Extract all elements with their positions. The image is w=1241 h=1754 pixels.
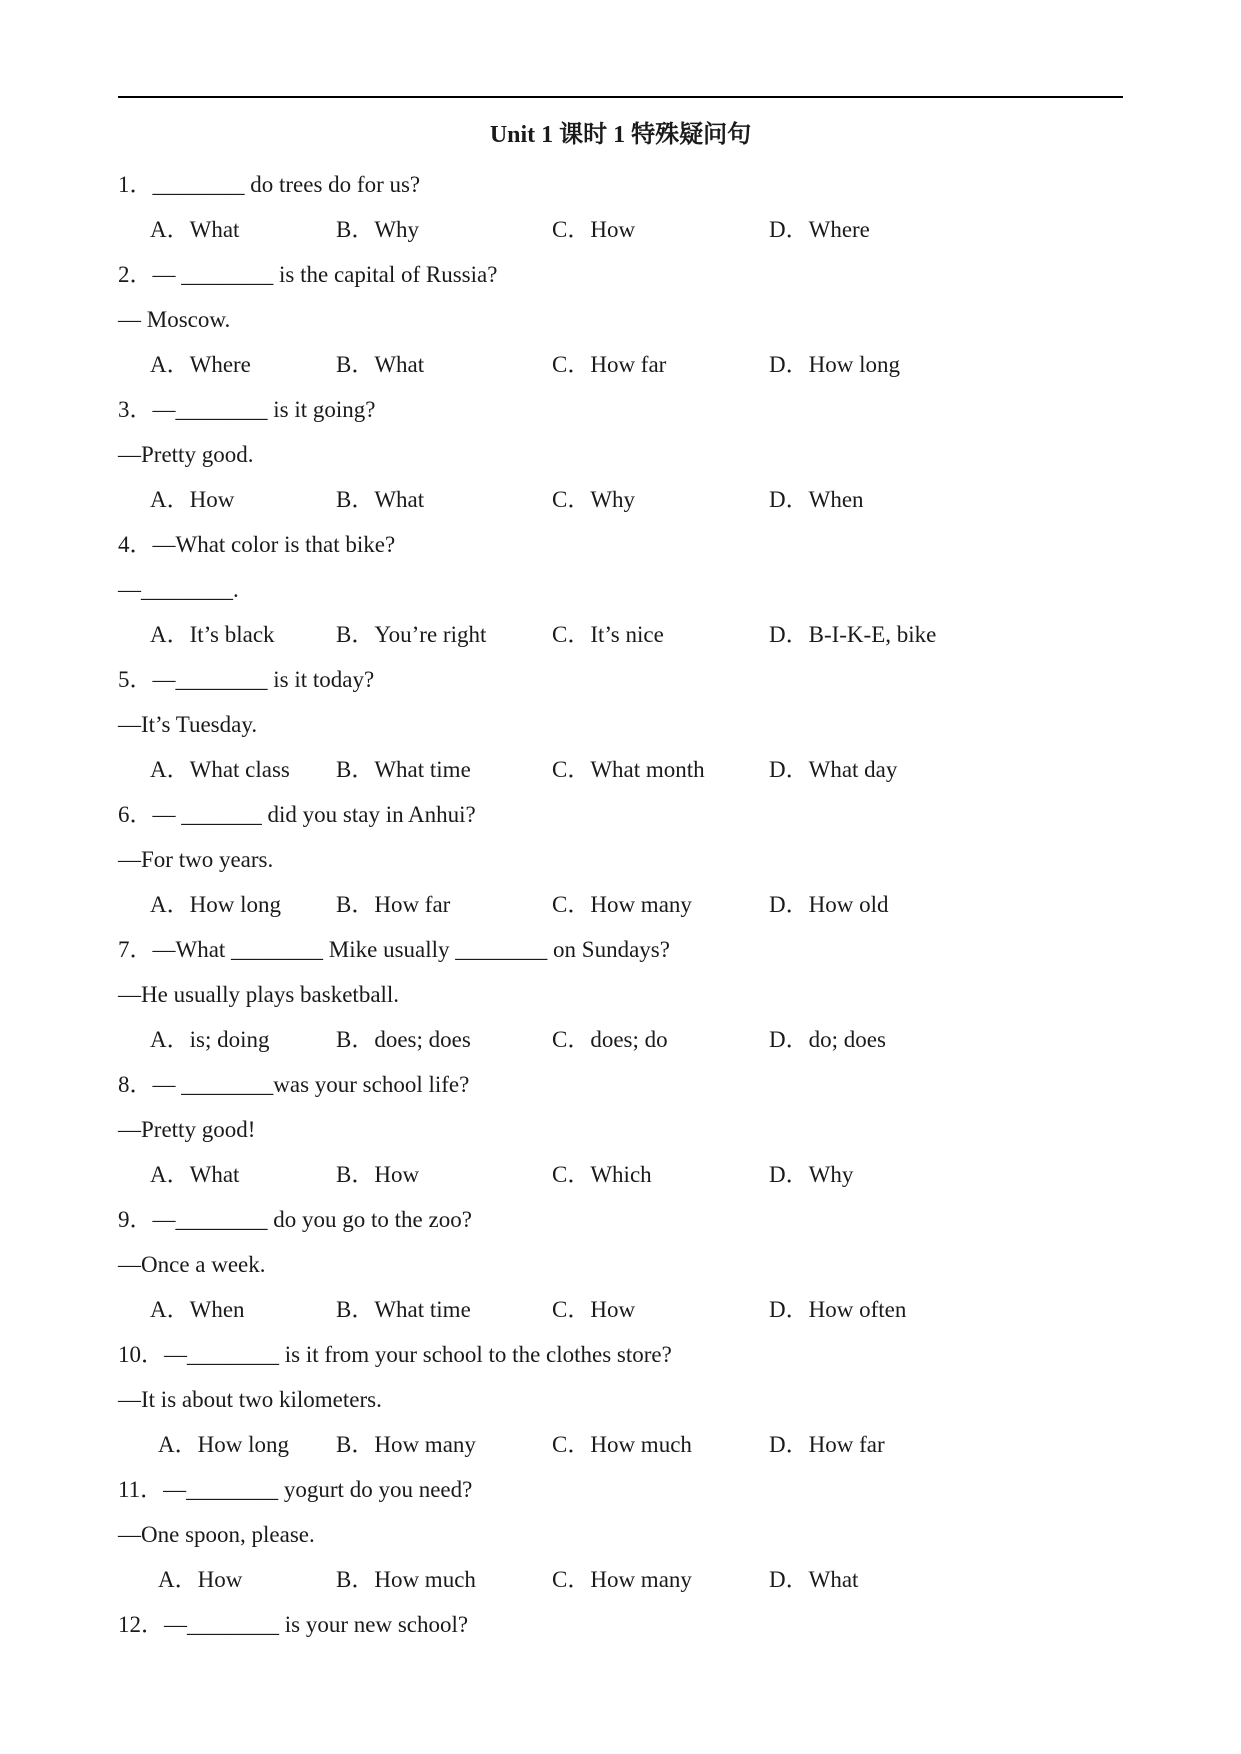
question-3-answer-line: —Pretty good. xyxy=(118,442,254,467)
option-b: B．How many xyxy=(336,1432,476,1457)
option-a: A．What xyxy=(150,1162,240,1187)
question-12-stem: 12．—________ is your new school? xyxy=(118,1612,469,1637)
question-2-options xyxy=(118,342,1123,387)
question-9-options xyxy=(118,1287,1123,1332)
question-10-options xyxy=(118,1422,1123,1467)
question-list xyxy=(118,162,1123,1647)
question-10-answer-line: —It is about two kilometers. xyxy=(118,1387,382,1412)
option-b: B．How xyxy=(336,1162,420,1187)
option-c: C．What month xyxy=(552,757,705,782)
option-d: D．When xyxy=(769,487,864,512)
option-c: C．It’s nice xyxy=(552,622,664,647)
question-3-stem: 3．—________ is it going? xyxy=(118,397,376,422)
header-rule xyxy=(118,96,1123,98)
question-8-stem: 8．— ________was your school life? xyxy=(118,1072,470,1097)
option-c: C．does; do xyxy=(552,1027,668,1052)
option-b: B．What xyxy=(336,352,425,377)
option-d: D．Where xyxy=(769,217,870,242)
question-9-answer-line: —Once a week. xyxy=(118,1252,266,1277)
question-1-stem: 1．________ do trees do for us? xyxy=(118,172,421,197)
option-b: B．What xyxy=(336,487,425,512)
option-d: D．How old xyxy=(769,892,889,917)
option-b: B．How much xyxy=(336,1567,476,1592)
question-8-options xyxy=(118,1152,1123,1197)
question-7-stem: 7．—What ________ Mike usually ________ on Sundays? xyxy=(118,937,670,962)
page-title: Unit 1 课时 1 特殊疑问句 xyxy=(489,122,752,148)
option-c: C．Which xyxy=(552,1162,652,1187)
option-c: C．How much xyxy=(552,1432,692,1457)
option-d: D．How far xyxy=(769,1432,885,1457)
question-2-answer-line: — Moscow. xyxy=(118,307,231,332)
question-4-answer-line: —________. xyxy=(118,577,239,602)
question-4-stem: 4．—What color is that bike? xyxy=(118,532,396,557)
option-a: A．It’s black xyxy=(150,622,275,647)
question-11-stem: 11．—________ yogurt do you need? xyxy=(118,1477,473,1502)
question-5-stem: 5．—________ is it today? xyxy=(118,667,375,692)
question-11-options xyxy=(118,1557,1123,1602)
option-a: A．How long xyxy=(158,1432,289,1457)
option-b: B．How far xyxy=(336,892,451,917)
option-b: B．does; does xyxy=(336,1027,471,1052)
option-a: A．How xyxy=(150,487,235,512)
option-d: D．How often xyxy=(769,1297,907,1322)
option-c: C．Why xyxy=(552,487,636,512)
option-d: D．Why xyxy=(769,1162,854,1187)
option-d: D．What xyxy=(769,1567,859,1592)
question-8-answer-line: —Pretty good! xyxy=(118,1117,256,1142)
option-a: A．When xyxy=(150,1297,245,1322)
option-a: A．Where xyxy=(150,352,251,377)
question-6-answer-line: —For two years. xyxy=(118,847,274,872)
question-2-stem: 2．— ________ is the capital of Russia? xyxy=(118,262,498,287)
question-3-options xyxy=(118,477,1123,522)
option-b: B．You’re right xyxy=(336,622,487,647)
question-7-answer-line: —He usually plays basketball. xyxy=(118,982,400,1007)
option-a: A．What xyxy=(150,217,240,242)
question-1-options xyxy=(118,207,1123,252)
option-d: D．What day xyxy=(769,757,898,782)
option-d: D．do; does xyxy=(769,1027,886,1052)
option-a: A．What class xyxy=(150,757,290,782)
option-a: A．is; doing xyxy=(150,1027,270,1052)
question-10-stem: 10．—________ is it from your school to the clothes store? xyxy=(118,1342,672,1367)
option-c: C．How far xyxy=(552,352,667,377)
option-a: A．How xyxy=(158,1567,243,1592)
option-d: D．B-I-K-E, bike xyxy=(769,622,937,647)
option-b: B．What time xyxy=(336,1297,471,1322)
question-6-stem: 6．— _______ did you stay in Anhui? xyxy=(118,802,476,827)
option-c: C．How many xyxy=(552,892,692,917)
option-d: D．How long xyxy=(769,352,900,377)
question-9-stem: 9．—________ do you go to the zoo? xyxy=(118,1207,472,1232)
option-c: C．How xyxy=(552,1297,636,1322)
question-4-options xyxy=(118,612,1123,657)
question-11-answer-line: —One spoon, please. xyxy=(118,1522,315,1547)
option-a: A．How long xyxy=(150,892,281,917)
option-c: C．How xyxy=(552,217,636,242)
question-5-answer-line: —It’s Tuesday. xyxy=(118,712,258,737)
question-6-options xyxy=(118,882,1123,927)
question-5-options xyxy=(118,747,1123,792)
option-c: C．How many xyxy=(552,1567,692,1592)
option-b: B．What time xyxy=(336,757,471,782)
option-b: B．Why xyxy=(336,217,420,242)
question-7-options xyxy=(118,1017,1123,1062)
